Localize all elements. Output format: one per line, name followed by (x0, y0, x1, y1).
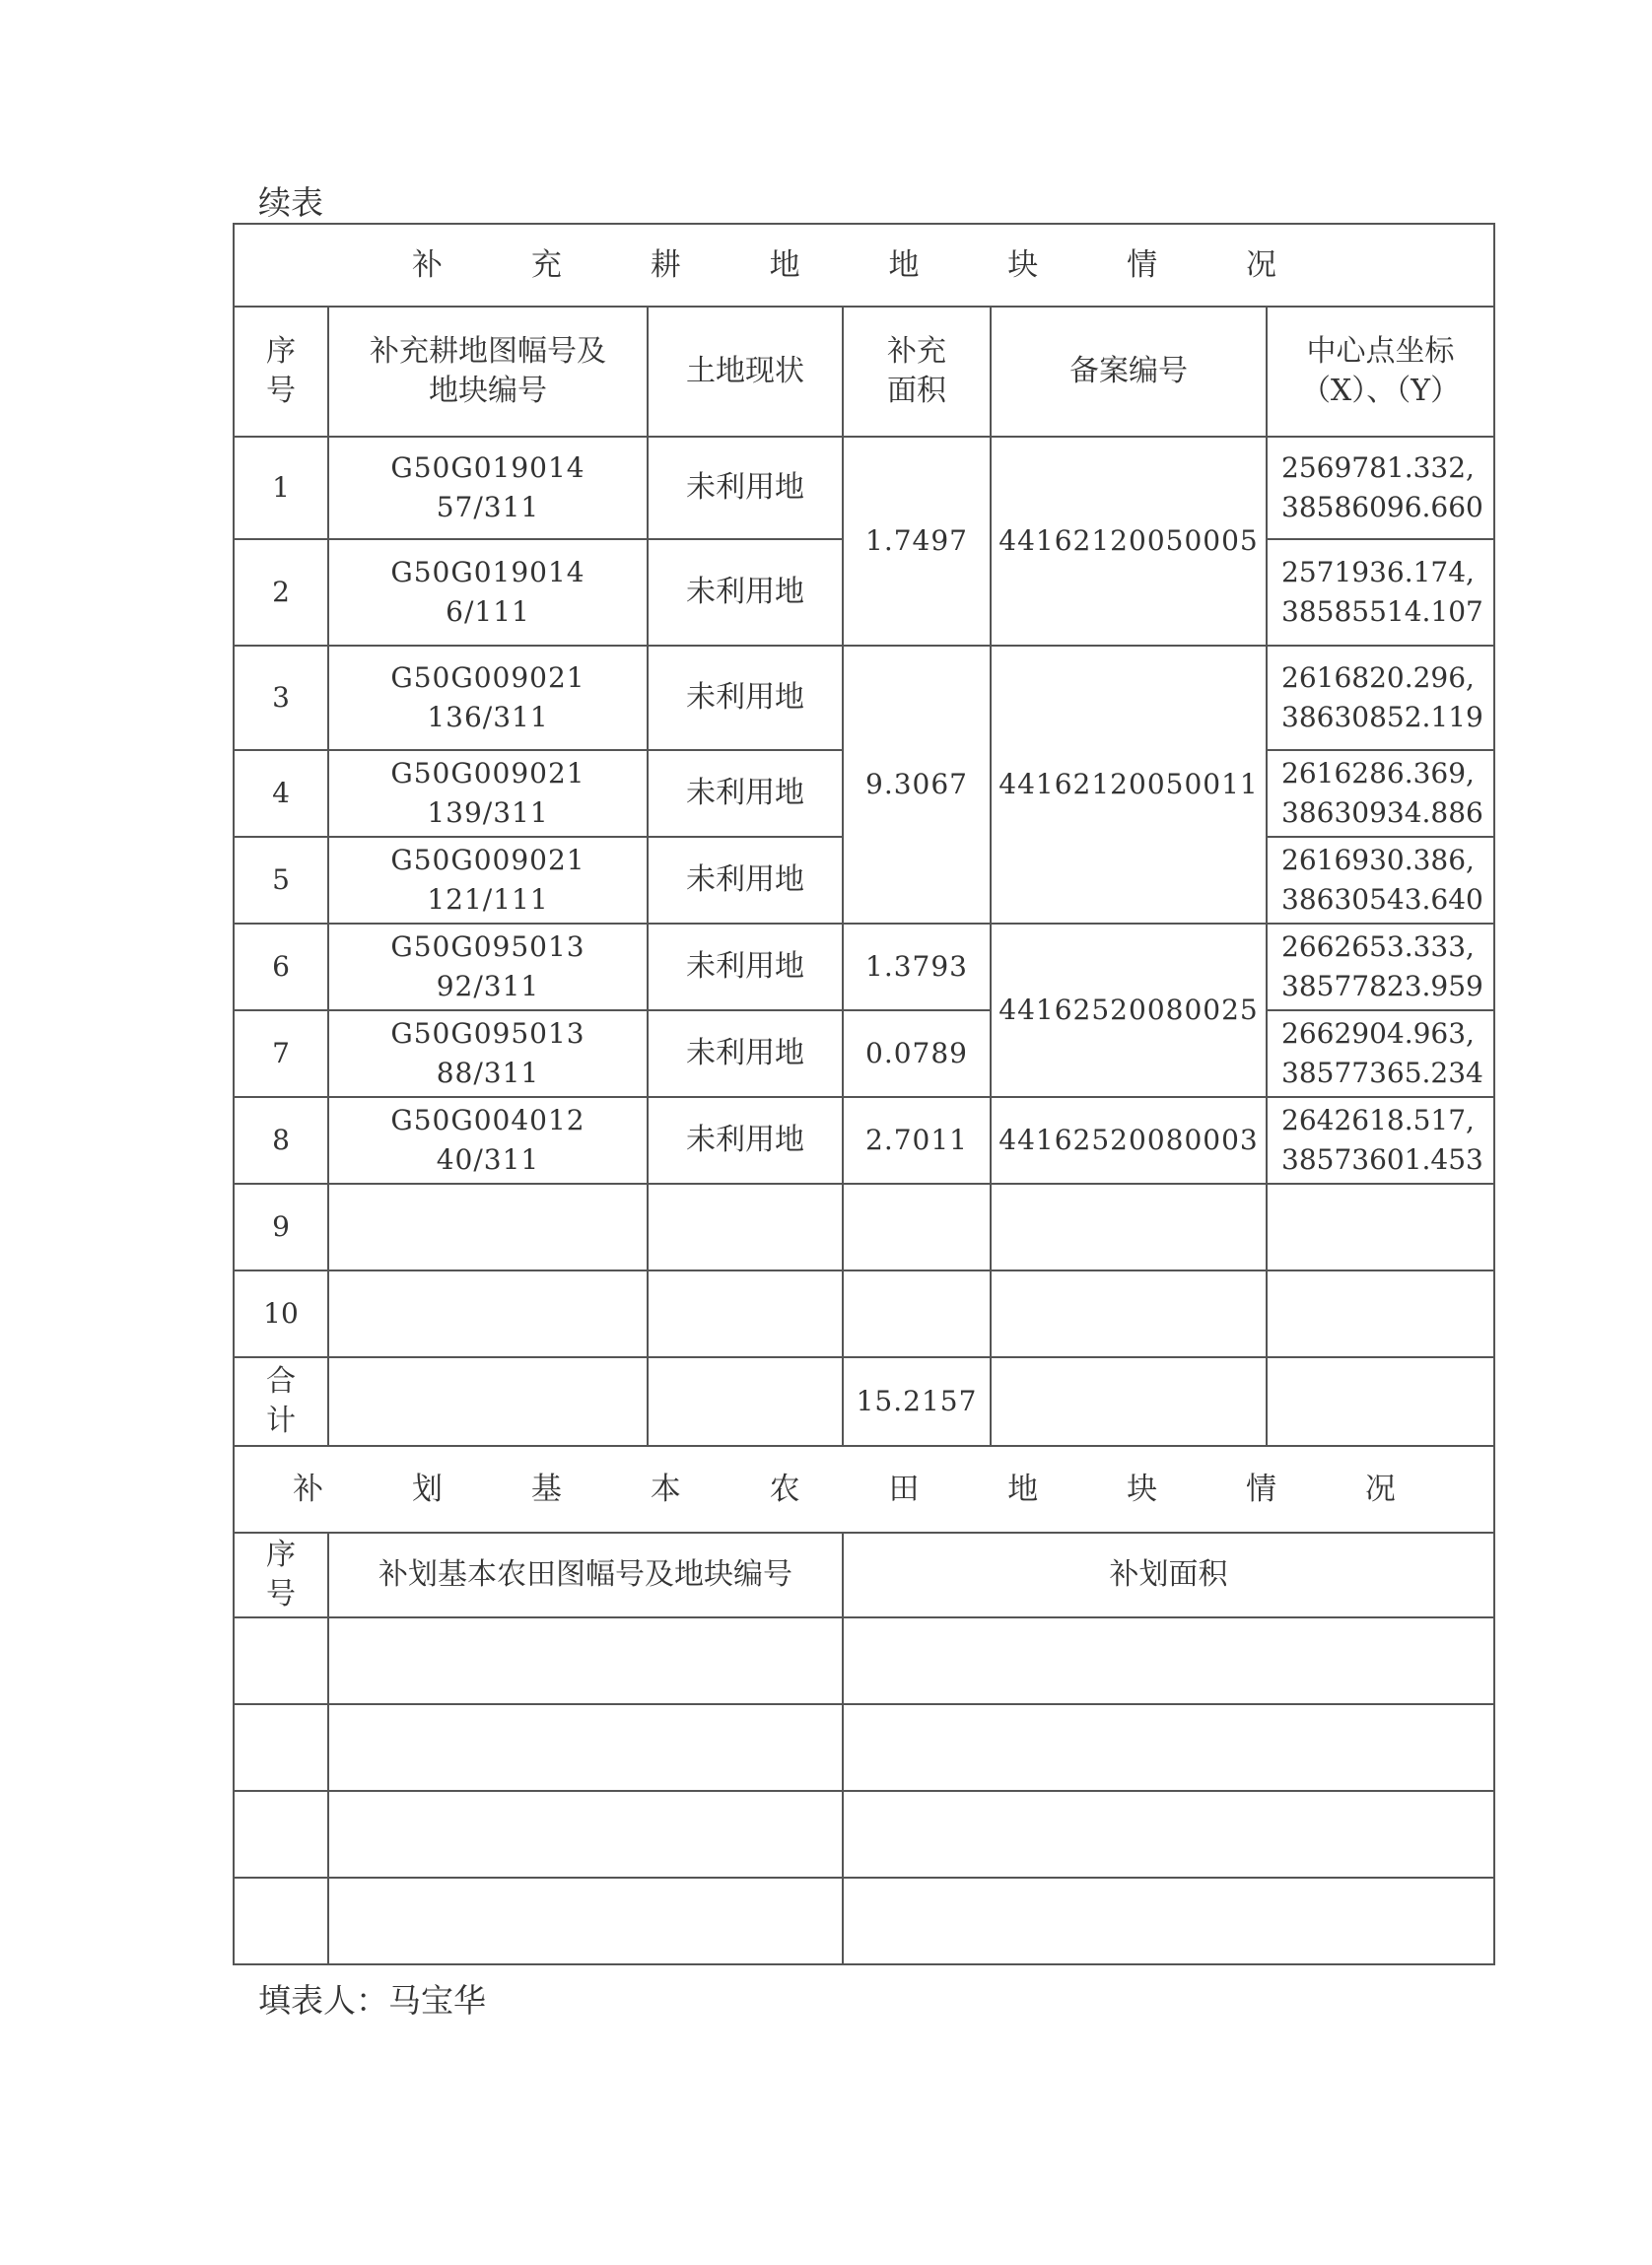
row-land-status: 未利用地 (648, 837, 843, 924)
empty-cell (843, 1270, 991, 1357)
row-area: 1.3793 (843, 924, 991, 1010)
empty-cell (991, 1357, 1267, 1446)
row-land-status: 未利用地 (648, 1010, 843, 1097)
empty-cell (328, 1791, 843, 1878)
section2-title: 补 划 基 本 农 田 地 块 情 况 (234, 1446, 1494, 1533)
section1-title: 补 充 耕 地 地 块 情 况 (234, 224, 1494, 307)
row-seq: 10 (234, 1270, 328, 1357)
table-row (234, 1617, 1494, 1704)
row-record-no: 44162120050011 (991, 646, 1267, 924)
empty-cell (1267, 1270, 1494, 1357)
empty-cell (648, 1184, 843, 1270)
empty-cell (991, 1270, 1267, 1357)
row-seq: 4 (234, 750, 328, 837)
empty-cell (328, 1704, 843, 1791)
row-seq: 8 (234, 1097, 328, 1184)
header-supplement-area: 补划面积 (843, 1533, 1494, 1617)
row-center-coord: 2569781.332, 38586096.660 (1267, 437, 1494, 539)
empty-cell (843, 1184, 991, 1270)
table-row (234, 1791, 1494, 1878)
row-seq: 7 (234, 1010, 328, 1097)
row-center-coord: 2616930.386, 38630543.640 (1267, 837, 1494, 924)
row-center-coord: 2662653.333, 38577823.959 (1267, 924, 1494, 1010)
header-basic-farmland-map-no: 补划基本农田图幅号及地块编号 (328, 1533, 843, 1617)
row-area: 1.7497 (843, 437, 991, 646)
row-map-no: G50G009021 139/311 (328, 750, 648, 837)
row-record-no: 44162120050005 (991, 437, 1267, 646)
header-land-status: 土地现状 (648, 307, 843, 437)
row-map-no: G50G019014 57/311 (328, 437, 648, 539)
total-area: 15.2157 (843, 1357, 991, 1446)
row-seq: 6 (234, 924, 328, 1010)
table-row (234, 1704, 1494, 1791)
row-land-status: 未利用地 (648, 924, 843, 1010)
header-area: 补充 面积 (843, 307, 991, 437)
row-record-no: 44162520080025 (991, 924, 1267, 1097)
total-label: 合 计 (234, 1357, 328, 1446)
row-seq: 1 (234, 437, 328, 539)
empty-cell (1267, 1184, 1494, 1270)
row-seq: 2 (234, 539, 328, 646)
row-map-no: G50G095013 92/311 (328, 924, 648, 1010)
row-land-status: 未利用地 (648, 539, 843, 646)
row-area: 2.7011 (843, 1097, 991, 1184)
table-row (234, 1097, 1494, 1184)
header-map-no: 补充耕地图幅号及 地块编号 (328, 307, 648, 437)
row-land-status: 未利用地 (648, 750, 843, 837)
header-seq: 序 号 (234, 1533, 328, 1617)
header-record-no: 备案编号 (991, 307, 1267, 437)
total-row (234, 1357, 1494, 1446)
row-seq: 3 (234, 646, 328, 750)
row-map-no: G50G009021 121/111 (328, 837, 648, 924)
table-row (234, 437, 1494, 539)
row-land-status: 未利用地 (648, 1097, 843, 1184)
empty-cell (328, 1184, 648, 1270)
row-center-coord: 2642618.517, 38573601.453 (1267, 1097, 1494, 1184)
empty-cell (843, 1617, 1494, 1704)
row-map-no: G50G009021 136/311 (328, 646, 648, 750)
empty-cell (234, 1791, 328, 1878)
row-record-no: 44162520080003 (991, 1097, 1267, 1184)
empty-cell (234, 1704, 328, 1791)
empty-cell (328, 1270, 648, 1357)
table-row (234, 1270, 1494, 1357)
empty-cell (1267, 1357, 1494, 1446)
row-map-no: G50G004012 40/311 (328, 1097, 648, 1184)
table-row (234, 924, 1494, 1010)
empty-cell (843, 1878, 1494, 1964)
row-seq: 9 (234, 1184, 328, 1270)
section2-header-row (234, 1533, 1494, 1617)
empty-cell (843, 1791, 1494, 1878)
row-center-coord: 2616286.369, 38630934.886 (1267, 750, 1494, 837)
empty-cell (328, 1357, 648, 1446)
header-center-coord: 中心点坐标 （X）、（Y） (1267, 307, 1494, 437)
row-area: 9.3067 (843, 646, 991, 924)
empty-cell (234, 1878, 328, 1964)
row-center-coord: 2662904.963, 38577365.234 (1267, 1010, 1494, 1097)
row-map-no: G50G095013 88/311 (328, 1010, 648, 1097)
empty-cell (648, 1357, 843, 1446)
empty-cell (991, 1184, 1267, 1270)
land-parcel-table (233, 223, 1495, 1965)
row-center-coord: 2616820.296, 38630852.119 (1267, 646, 1494, 750)
table-row (234, 1184, 1494, 1270)
table-row (234, 1878, 1494, 1964)
row-area: 0.0789 (843, 1010, 991, 1097)
table-row (234, 1010, 1494, 1097)
empty-cell (234, 1617, 328, 1704)
table-row (234, 646, 1494, 750)
header-seq: 序 号 (234, 307, 328, 437)
row-center-coord: 2571936.174, 38585514.107 (1267, 539, 1494, 646)
row-seq: 5 (234, 837, 328, 924)
table-caption: 续表 (258, 183, 323, 222)
row-land-status: 未利用地 (648, 437, 843, 539)
empty-cell (328, 1878, 843, 1964)
row-map-no: G50G019014 6/111 (328, 539, 648, 646)
empty-cell (843, 1704, 1494, 1791)
empty-cell (328, 1617, 843, 1704)
empty-cell (648, 1270, 843, 1357)
row-land-status: 未利用地 (648, 646, 843, 750)
section1-header-row (234, 307, 1494, 437)
form-filler: 填表人：马宝华 (258, 1981, 486, 2020)
